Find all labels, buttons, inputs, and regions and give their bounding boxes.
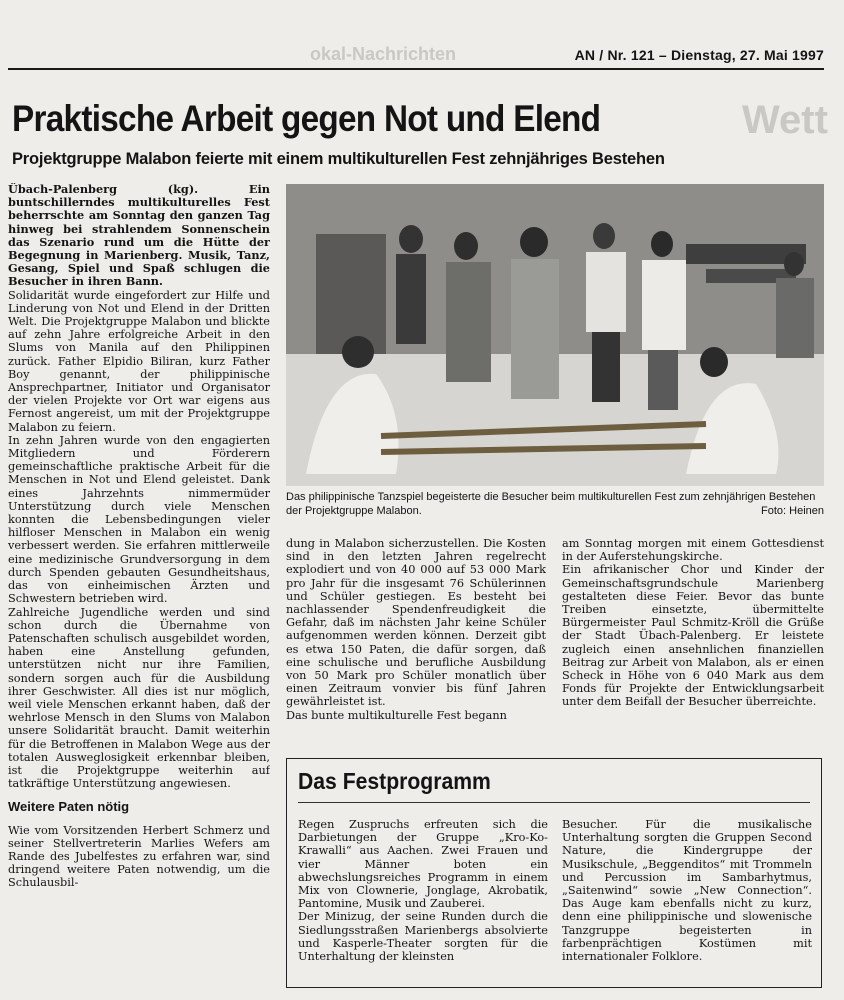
section-subtitle: Weitere Paten nötig [8, 799, 130, 815]
issue-line: AN / Nr. 121 – Dienstag, 27. Mai 1997 [574, 47, 824, 63]
box-title: Das Festprogramm [298, 768, 491, 794]
body-paragraph: dung in Malabon sicherzustellen. Die Kosten sind in den letzten Jahren regelrecht explodiert und von 40 000 auf 53 000 Mark pro Jahr für die insgesamt 76 Schülerinnen und Schüler gestiegen. Es besteht bei nachlassender Spendenfreudigkeit die Gefahr, daß im nächsten Jahr keine Schüler aufgenommen werden können. Derzeit gibt es etwa 150 Paten, die dafür sorgen, daß eine schulische und berufliche Ausbildung von 50 Mark pro Schüler monatlich über einen Zeitraum vonvier bis fünf Jahren gewährleistet ist. [286, 537, 546, 709]
photo-caption: Das philippinische Tanzspiel begeisterte die Besucher beim multikulturellen Fest zum zehnjährigen Bestehen der Projektgruppe Malabon. [286, 491, 816, 517]
box-paragraph: Regen Zuspruchs erfreuten sich die Darbietungen der Gruppe „Kro-Ko-Krawalli“ aus Aachen. Zwei Frauen und vier Männer boten ein abwechslungsreiches Programm in einem Mix von Clownerie, Jonglage, Akrobatik, Pantomine, Musik und Zauberei. [298, 818, 548, 911]
bleed-through-text: okal-Nachrichten [310, 44, 457, 64]
photo-illustration [286, 184, 824, 486]
box-title-rule [298, 802, 810, 803]
article-column-2 [286, 537, 546, 737]
article-column-3 [562, 537, 824, 737]
header-rule [8, 68, 824, 70]
body-paragraph: Wie vom Vorsitzenden Herbert Schmerz und seiner Stellvertreterin Marlies Wefers am Rande des Jubelfestes zu erfahren war, sind dringend weitere Paten notwendig, um die Schulausbil- [8, 823, 270, 890]
body-paragraph: am Sonntag morgen mit einem Gottesdienst in der Auferstehungskirche. [562, 537, 824, 564]
article-column-1 [8, 183, 270, 983]
body-paragraph: Zahlreiche Jugendliche werden und sind schon durch die Übernahme von Patenschaften schulisch ausgebildet worden, haben eine Anstellung gefunden, unterstützen nicht nur ihre Familien, sondern sorgen auch für die Ausbildung ihrer Geschwister. All dies ist nur möglich, weil viele Menschen erkannt haben, daß der wehrlose Mensch in den Slums von Malabon unsere Solidarität braucht. Damit weiterhin für die Betroffenen in Malabon Wege aus der totalen Ausweglosigkeit erkennbar bleiben, ist die Projektgruppe weiterhin auf tatkräftige Unterstützung angewiesen. [8, 605, 270, 791]
photo-credit: Foto: Heinen [761, 505, 824, 517]
bleed-through-text-right: Wett [742, 98, 828, 142]
body-paragraph: Das bunte multikulturelle Fest begann [286, 708, 507, 722]
box-paragraph: Der Minizug, der seine Runden durch die Siedlungsstraßen Marienbergs absolvierte und Kasperle-Theater sorgten für die Unterhaltung der kleinsten [298, 910, 548, 964]
body-paragraph: Solidarität wurde eingefordert zur Hilfe und Linderung von Not und Elend in der Dritten Welt. Die Projektgruppe Malabon und blickte auf zehn Jahre erfolgreiche Arbeit in den Slums von Manila auf den Philippinen zurück. Father Elpidio Biliran, kurz Father Boy genannt, der philippinische Ansprechpartner, Initiator und Organisator der vielen Projekte vor Ort war eigens aus Fernost angereist, um mit der Projektgruppe Malabon zu feiern. [8, 288, 270, 434]
body-paragraph: In zehn Jahren wurde von den engagierten Mitgliedern und Förderern gemeinschaftliche praktische Arbeit für die Menschen in Not und Elend geleistet. Dank eines Jahrzehnts nimmermüder Unterstützung durch viele Menschen konnten die Lebensbedingungen vieler hilfloser Menschen in Malabon ein wenig verbessert werden. Sie erfahren mittlerweile eine medizinische Grundversorgung in dem durch Spenden gebauten Gesundheitshaus, das von einheimischen Ärzten und Schwestern betrieben wird. [8, 433, 270, 606]
body-paragraph: Ein afrikanischer Chor und Kinder der Gemeinschaftsgrundschule Marienberg gestalteten diese Feier. Bevor das bunte Treiben einsetzte, übermittelte Bürgermeister Paul Schmitz-Kröll die Grüße der Stadt Übach-Palenberg. Er leistete zugleich einen ansehnlichen finanziellen Beitrag zur Arbeit von Malabon, als er einen Scheck in Höhe von 6 040 Mark aus dem Fonds für Projekte der Entwicklungsarbeit unter dem Beifall der Besucher überreichte. [562, 563, 824, 709]
lead-paragraph: Übach-Palenberg (kg). Ein buntschillerndes multikulturelles Fest beherrschte am Sonntag den ganzen Tag hinweg bei strahlendem Sonnenschein das Szenario rund um die Hütte der Begegnung in Marienberg. Musik, Tanz, Gesang, Spiel und Spaß schlugen die Besucher in ihren Bann. [8, 183, 270, 289]
subheadline: Projektgruppe Malabon feierte mit einem multikulturellen Fest zehnjähriges Bestehen [12, 150, 665, 168]
box-paragraph: Besucher. Für die musikalische Unterhaltung sorgten die Gruppen Second Nature, die Kindergruppe der Musikschule, „Beggenditos“ mit Trommeln und Percussion im Sambarhytmus, „Saitenwind“ sowie „New Connection“. Das Auge kam ebenfalls nicht zu kurz, denn eine philippinische und slowenische Tanzgruppe begeisterten in farbenprächtigen Kostümen mit internationaler Folklore. [562, 818, 812, 964]
festival-photo [286, 184, 824, 486]
headline: Praktische Arbeit gegen Not und Elend [12, 98, 601, 139]
box-column-2 [562, 818, 812, 980]
box-column-1 [298, 818, 548, 980]
